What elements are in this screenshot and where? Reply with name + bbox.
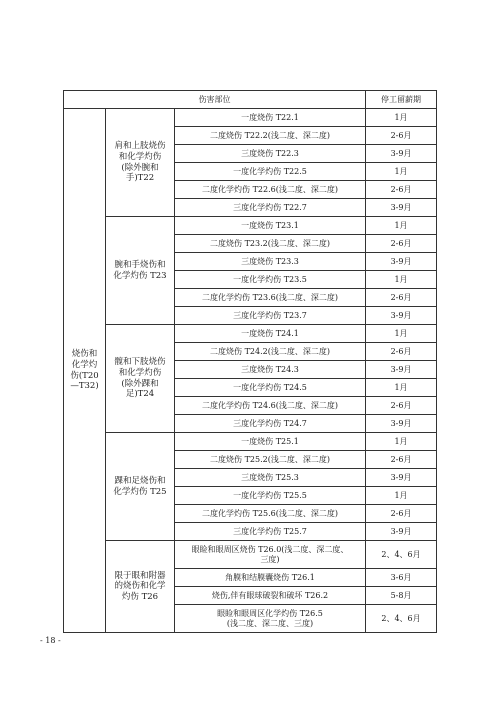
leave-period: 2-6月: [366, 505, 437, 523]
table-row: [64, 433, 437, 451]
leave-period: 3-9月: [366, 199, 437, 217]
injury-item: 一度烧伤 T25.1: [175, 433, 366, 451]
injury-item: 三度烧伤 T22.3: [175, 145, 366, 163]
header-injury-part: 伤害部位: [64, 91, 366, 109]
group-t24-name: 髋和下肢烧伤 和化学灼伤 (除外踝和 足)T24: [106, 325, 175, 433]
leave-period: 1月: [366, 379, 437, 397]
injury-item: 三度化学灼伤 T25.7: [175, 523, 366, 541]
leave-period: 2-6月: [366, 289, 437, 307]
injury-item: 三度化学灼伤 T24.7: [175, 415, 366, 433]
group-t22-name: 肩和上肢烧伤 和化学灼伤 (除外腕和 手)T22: [106, 109, 175, 217]
injury-item: 二度烧伤 T24.2(浅二度、深二度): [175, 343, 366, 361]
leave-period: 3-9月: [366, 145, 437, 163]
injury-item: 二度化学灼伤 T22.6(浅二度、深二度): [175, 181, 366, 199]
injury-item: 三度烧伤 T24.3: [175, 361, 366, 379]
leave-period: 3-9月: [366, 415, 437, 433]
injury-item: 角膜和结膜囊烧伤 T26.1: [175, 569, 366, 587]
injury-item: 二度化学灼伤 T24.6(浅二度、深二度): [175, 397, 366, 415]
leave-period: 1月: [366, 109, 437, 127]
leave-period: 2-6月: [366, 397, 437, 415]
leave-period: 2-6月: [366, 127, 437, 145]
table-header-row: [64, 91, 437, 109]
injury-item: 一度烧伤 T22.1: [175, 109, 366, 127]
leave-period: 1月: [366, 487, 437, 505]
injury-item: 一度化学灼伤 T22.5: [175, 163, 366, 181]
injury-item: 眼睑和眼周区化学灼伤 T26.5 (浅二度、深二度、三度): [175, 605, 366, 633]
category-burn-chemical: 烧伤和 化学灼 伤(T20 —T32): [64, 109, 106, 633]
injury-item: 一度烧伤 T24.1: [175, 325, 366, 343]
injury-item: 二度烧伤 T25.2(浅二度、深二度): [175, 451, 366, 469]
group-t25-name: 踝和足烧伤和 化学灼伤 T25: [106, 433, 175, 541]
group-t26-name: 限于眼和附器 的烧伤和化学 灼伤 T26: [106, 541, 175, 633]
leave-period: 2-6月: [366, 181, 437, 199]
leave-period: 3-9月: [366, 307, 437, 325]
injury-item: 二度烧伤 T22.2(浅二度、深二度): [175, 127, 366, 145]
page-number: - 18 -: [40, 636, 61, 645]
injury-item: 三度烧伤 T25.3: [175, 469, 366, 487]
injury-item: 三度化学灼伤 T22.7: [175, 199, 366, 217]
leave-period: 1月: [366, 163, 437, 181]
leave-period: 2、4、6月: [366, 605, 437, 633]
leave-period: 1月: [366, 325, 437, 343]
injury-item: 一度化学灼伤 T23.5: [175, 271, 366, 289]
table-row: [64, 109, 437, 127]
table-row: [64, 217, 437, 235]
leave-period: 1月: [366, 433, 437, 451]
leave-period: 5-8月: [366, 587, 437, 605]
table-row: [64, 541, 437, 569]
leave-period: 1月: [366, 271, 437, 289]
leave-period: 3-9月: [366, 361, 437, 379]
leave-period: 1月: [366, 217, 437, 235]
injury-item: 三度烧伤 T23.3: [175, 253, 366, 271]
injury-item: 烧伤,伴有眼球破裂和破坏 T26.2: [175, 587, 366, 605]
leave-period: 2-6月: [366, 451, 437, 469]
injury-item: 二度化学灼伤 T23.6(浅二度、深二度): [175, 289, 366, 307]
table-row: [64, 325, 437, 343]
leave-period: 3-9月: [366, 253, 437, 271]
leave-period: 2-6月: [366, 343, 437, 361]
leave-period: 2-6月: [366, 235, 437, 253]
injury-item: 二度烧伤 T23.2(浅二度、深二度): [175, 235, 366, 253]
leave-period: 3-9月: [366, 469, 437, 487]
leave-period: 2、4、6月: [366, 541, 437, 569]
injury-item: 一度化学灼伤 T25.5: [175, 487, 366, 505]
injury-item: 一度化学灼伤 T24.5: [175, 379, 366, 397]
leave-period: 3-6月: [366, 569, 437, 587]
work-injury-leave-table: [63, 90, 437, 633]
leave-period: 3-9月: [366, 523, 437, 541]
injury-item: 眼睑和眼周区烧伤 T26.0(浅二度、深二度、 三度): [175, 541, 366, 569]
injury-item: 一度烧伤 T23.1: [175, 217, 366, 235]
injury-item: 二度化学灼伤 T25.6(浅二度、深二度): [175, 505, 366, 523]
header-leave-period: 停工留薪期: [366, 91, 437, 109]
group-t23-name: 腕和手烧伤和 化学灼伤 T23: [106, 217, 175, 325]
injury-item: 三度化学灼伤 T23.7: [175, 307, 366, 325]
